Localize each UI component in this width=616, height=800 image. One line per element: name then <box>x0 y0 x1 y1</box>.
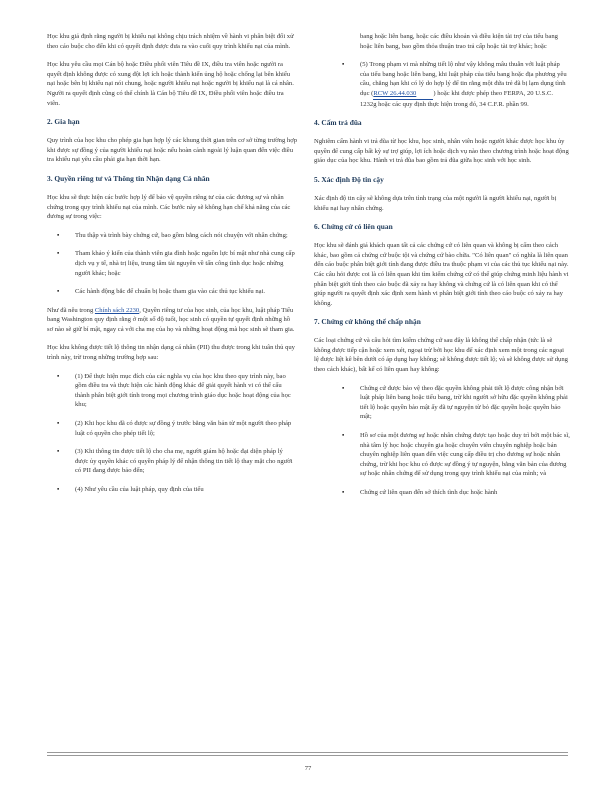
list-item-text: (1) Để thực hiện mục đích của các nghĩa vụ của học khu theo quy trình này, bao gồm điều tra và thực hiện các hành động khác để giải quyết hành vi có thể cấu thành phân biệt giới tính trong mọi chương trình giáo dục hoặc hoạt động của học khu; <box>75 372 291 409</box>
bullet-icon: ▪ <box>342 61 345 69</box>
policy-link[interactable]: Chính sách 2230 <box>94 306 140 314</box>
section-heading: 3. Quyền riêng tư và Thông tin Nhận dạng Cá nhân <box>47 173 210 183</box>
list-item <box>314 384 570 422</box>
bullet-icon: ▪ <box>57 288 60 296</box>
footer-divider <box>47 752 568 753</box>
bullet-icon: ▪ <box>57 231 60 239</box>
paragraph: Học khu sẽ thực hiện các bước hợp lý để bảo vệ quyền riêng tư của các đương sự và nhân chứng trong quy trình khiếu nại của mình. Các bước này sẽ không hạn chế khả năng của các đương sự trong việc: <box>47 193 291 221</box>
paragraph: Nghiêm cấm hành vi trả đũa từ học khu, học sinh, nhân viên hoặc người khác được học khu ủy quyền để cung cấp bất kỳ sự trợ giúp, lợi ích hoặc dịch vụ nào theo chương trình hoặc hoạt động giáo dục của học khu. Hành vi trả đũa bao gồm trả đũa giữa học sinh với học sinh. <box>314 138 569 165</box>
list-item <box>47 287 297 297</box>
bullet-list <box>47 231 297 297</box>
list-item-text: (3) Khi thông tin được tiết lộ cho cha mẹ, người giám hộ hoặc đại diện pháp lý được ủy quyền khác có quyền pháp lý để nhận thông tin tiết lộ thay mặt cho người có PII đang được bảo đến; <box>75 448 293 475</box>
footer-divider <box>47 755 568 756</box>
list-item <box>47 485 297 495</box>
bullet-icon: ▪ <box>342 489 345 496</box>
list-item-text: Chứng cứ liên quan đến sở thích tình dục hoặc hành <box>360 489 498 496</box>
list-item-text: (4) Như yêu cầu của luật pháp, quy định của tiểu <box>75 486 204 493</box>
right-column <box>314 32 570 507</box>
bullet-icon: ▪ <box>57 372 60 380</box>
bullet-list <box>47 372 297 495</box>
section-heading: 7. Chứng cứ không thể chấp nhận <box>314 317 421 327</box>
list-item-text: (2) Khi học khu đã có được sự đồng ý trước bằng văn bản từ một người theo pháp luật có quyền cho phép tiết lộ; <box>75 420 292 437</box>
list-item <box>314 60 570 109</box>
list-item-text: bang hoặc liên bang, hoặc các điều khoản và điều kiện tài trợ của tiểu bang hoặc liên bang, bao gồm thỏa thuận trao trả cấp hoặc tài trợ khác; hoặc <box>360 33 558 50</box>
paragraph <box>47 306 297 335</box>
bullet-icon: ▪ <box>57 250 60 258</box>
text-span: (5) Trong phạm vi mà những tiết lộ như vậy không mâu thuẫn với luật pháp của tiểu bang hoặc liên bang, khi luật pháp của tiểu bang hoặc địa phương yêu cầu, chẳng hạn khi có lý do hợp lý để tin rằng một đứa trẻ đã bị lạm dụng tình dục ( <box>360 61 567 97</box>
bullet-icon: ▪ <box>57 486 60 493</box>
list-item <box>314 431 570 479</box>
paragraph: Học khu sẽ đánh giá khách quan tất cả các chứng cứ có liên quan và không bị cấm theo cách khác, bao gồm cả chứng cứ buộc tội và chứng cứ bào chữa. "Có liên quan" có nghĩa là liên quan đến cáo buộc phân biệt giới tính đang được điều tra thuộc phạm vi của các thủ tục khiếu nại này. Các câu hỏi được coi là có liên quan khi tìm kiếm chứng cứ có thể giúp chứng minh liệu hành vi phân biệt giới tính theo cáo buộc đã xảy ra hay không và chứng cứ là có liên quan khi có thể giúp người ra quyết định xác định xem hành vi phân biệt giới tính theo cáo buộc có xảy ra hay không. <box>314 242 569 307</box>
text-span: ) hoặc khi được phép theo FERPA, 20 U.S.C. 1232g hoặc các quy định thực hiện trong đó, 34 C.F.R. phần 99. <box>360 89 554 108</box>
text-span: Như đã nêu trong <box>47 306 94 314</box>
list-item-text: Các hành động bắc để chuẩn bị hoặc tham gia vào các thủ tục khiếu nại. <box>75 288 266 296</box>
list-item <box>47 372 297 410</box>
bullet-list <box>314 384 570 498</box>
list-item-text <box>360 60 570 109</box>
paragraph: Học khu yêu cầu mọi Cán bộ hoặc Điều phối viên Tiêu đề IX, điều tra viên hoặc người ra quyết định không được có xung đột lợi ích hoặc thành kiến ủng hộ hoặc chống lại bên khiếu nại hoặc bên bị khiếu nại nói chung, hoặc người khiếu nại hoặc người bị khiếu nại là cá nhân. Người ra quyết định cũng có thể chính là Cán bộ Tiêu đề IX, Điều phối viên hoặc điều tra viên. <box>47 61 294 107</box>
section-heading: 5. Xác định Độ tin cậy <box>314 174 384 184</box>
bullet-icon: ▪ <box>342 384 345 392</box>
list-item <box>47 447 297 476</box>
list-item <box>47 249 297 278</box>
bullet-icon: ▪ <box>57 448 60 456</box>
paragraph: Quy trình của học khu cho phép gia hạn hợp lý các khung thời gian trên cơ sở từng trường hợp khi được sự đồng ý của người khiếu nại hoặc nếu hoàn cảnh ngoài lý luận quan đến việc điều tra khiếu nại yêu cầu phải gia hạn thời hạn. <box>47 137 298 164</box>
bullet-icon: ▪ <box>342 432 345 440</box>
page-number: 77 <box>304 765 312 772</box>
paragraph: Các loại chứng cứ và câu hỏi tìm kiếm chứng cứ sau đây là không thể chấp nhận (tức là sẽ không được tiếp cận hoặc xem xét, ngoại trừ bởi học khu để xác định xem một trong các ngoại lệ được liệt kê bên dưới có áp dụng hay không; sẽ không được tiết lộ; và sẽ không được sử dụng theo cách khác), bất kể có liên quan hay không: <box>314 337 568 374</box>
list-item-text: Thu thập và trình bày chứng cứ, bao gồm bằng cách nói chuyện với nhân chứng; <box>75 231 288 239</box>
section-heading: 2. Gia hạn <box>47 117 80 127</box>
rcw-link[interactable]: RCW 26.44.030 <box>373 89 433 100</box>
bullet-icon: ▪ <box>57 420 60 428</box>
bullet-list <box>314 32 570 109</box>
paragraph: Học khu không được tiết lộ thông tin nhận dạng cá nhân (PII) thu được trong khi tuân thủ quy trình này, trừ trong những trường hợp sau: <box>47 344 295 362</box>
section-heading: 6. Chứng cứ có liên quan <box>314 222 393 232</box>
list-item <box>314 32 570 51</box>
list-item <box>47 419 297 438</box>
paragraph: Học khu giả định rằng người bị khiếu nại không chịu trách nhiệm về hành vi phân biệt đối xử theo cáo buộc cho đến khi có quyết định được đưa ra vào cuối quy trình khiếu nại của mình. <box>47 33 294 50</box>
left-column <box>47 32 297 504</box>
list-item-text: Tham khảo ý kiến của thành viên gia đình hoặc nguồn lực bí mật như nhà cung cấp dịch vụ y tế, nhà trị liệu, trung tâm tài nguyên về tấn công tình dục hoặc những người khác; hoặc <box>75 250 295 277</box>
list-item <box>47 231 297 241</box>
list-item-text: Chứng cứ được bảo vệ theo đặc quyền không phải tiết lộ được công nhận bởi luật pháp liên bang hoặc tiểu bang, trừ khi người sở hữu đặc quyền không phải tiết lộ hoặc quyền bảo mật ấy đã tự nguyện từ bỏ đặc quyền hoặc quyền bảo mật; <box>360 384 568 421</box>
list-item <box>314 488 570 498</box>
paragraph: Xác định độ tin cậy sẽ không dựa trên tình trạng của một người là người khiếu nại, người bị khiếu nại hay nhân chứng. <box>314 194 557 212</box>
list-item-text: Hồ sơ của một đương sự hoặc nhân chứng được tạo hoặc duy trì bởi một bác sĩ, nhà tâm lý học hoặc chuyên gia hoặc chuyên viên chuyên nghiệp hoặc bán chuyên nghiệp liên quan đến việc cung cấp điều trị cho đương sự hoặc nhân chứng, trừ khi học khu có được sự đồng ý tự nguyện, bằng văn bản của đương sự hoặc nhân chứng để sử dụng trong quy trình khiếu nại của mình; và <box>360 432 570 478</box>
section-heading: 4. Cấm trả đũa <box>314 118 362 128</box>
text-span: , Quyền riêng tư của học sinh, của học khu, luật pháp Tiểu bang Washington quy định rằng ở một số độ tuổi, học sinh có quyền tự quyết định những hồ sơ nào sẽ giữ bí mật, ngay cả với cha mẹ của họ và những hoạt động mà học sinh sẽ tham gia. <box>47 306 295 333</box>
